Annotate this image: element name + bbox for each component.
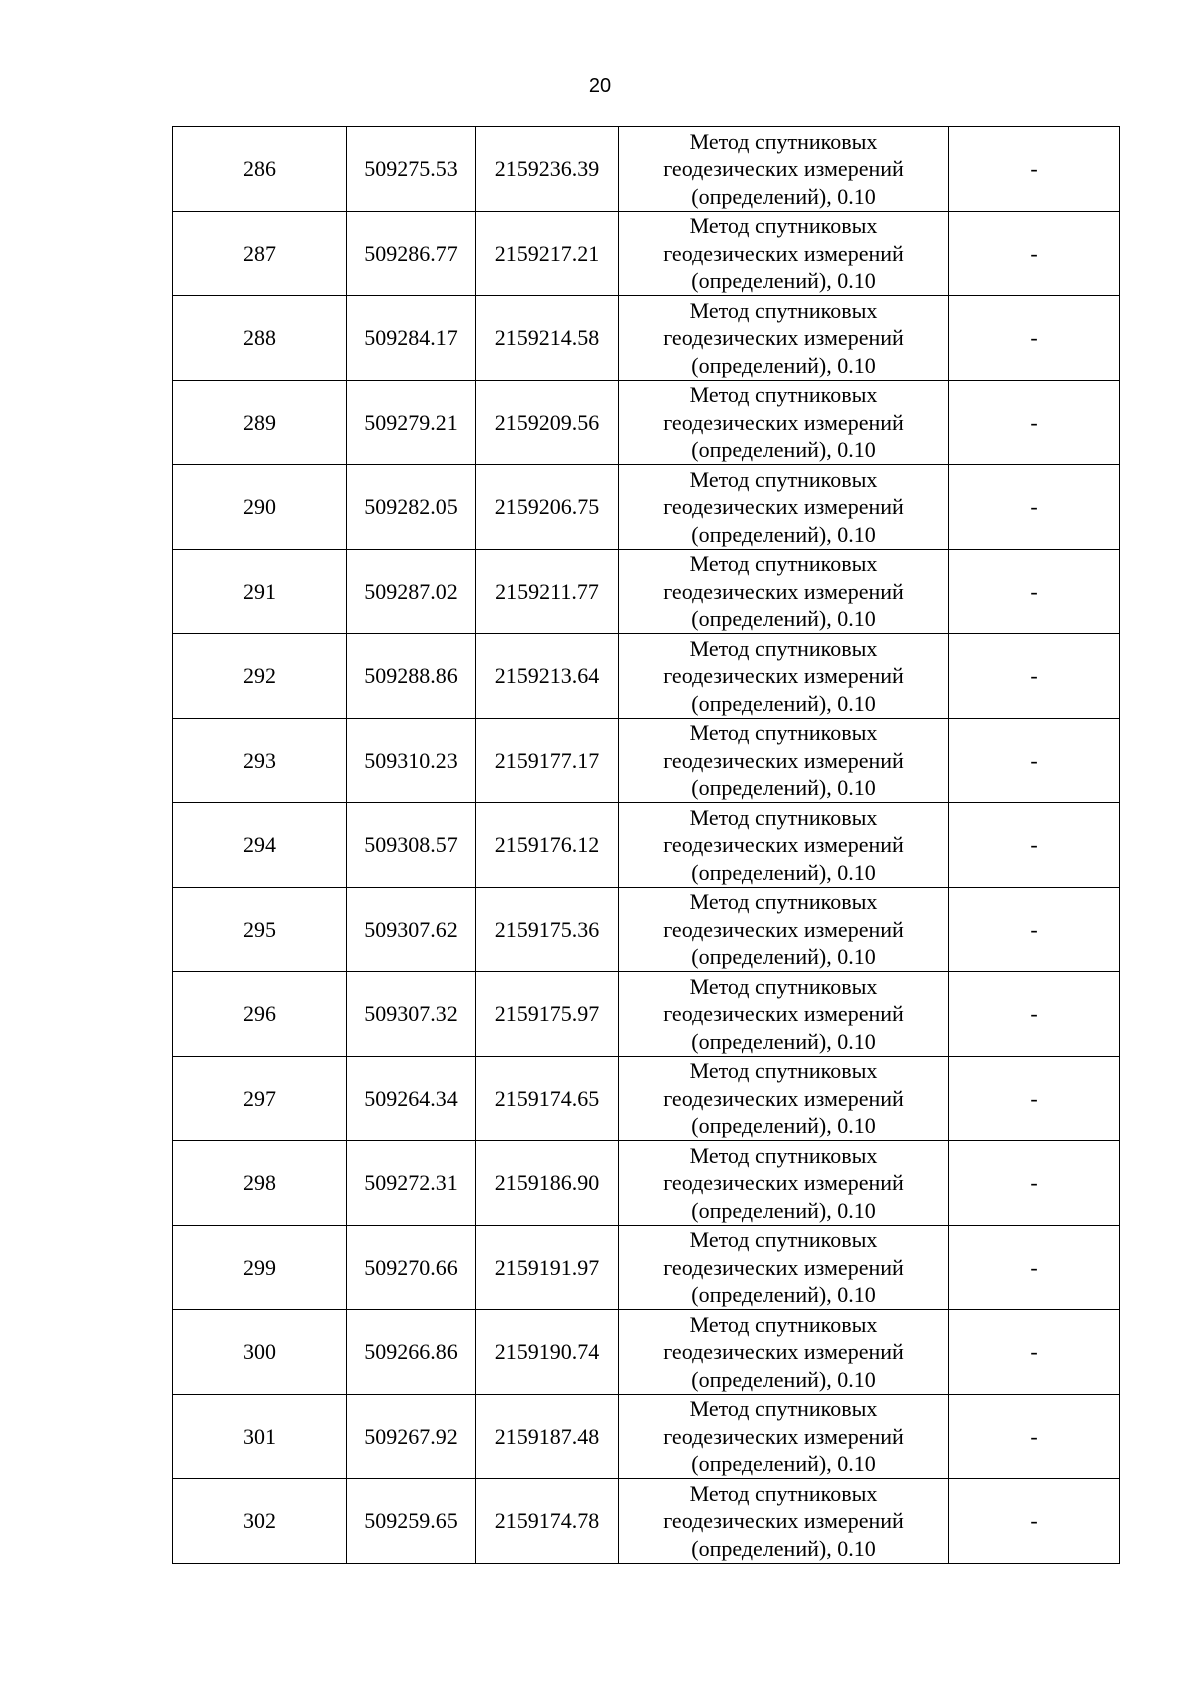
method-line-3: (определений), 0.10 — [691, 521, 876, 547]
note-value: - — [1030, 409, 1038, 435]
note-value: - — [1030, 240, 1038, 266]
y-coordinate: 2159209.56 — [494, 409, 600, 435]
point-number-cell — [173, 718, 347, 803]
y-coordinate: 2159187.48 — [494, 1423, 600, 1449]
page-number: 20 — [588, 75, 612, 97]
method-line-1: Метод спутниковых — [689, 297, 878, 323]
table-row — [173, 1225, 1120, 1310]
method-line-3: (определений), 0.10 — [691, 1113, 876, 1138]
note-cell — [949, 972, 1120, 1057]
point-number: 294 — [243, 832, 276, 857]
x-coordinate-cell — [347, 380, 476, 465]
point-number: 288 — [243, 325, 276, 350]
point-number: 289 — [243, 409, 276, 435]
y-coordinate: 2159174.65 — [494, 1085, 600, 1111]
note-value: - — [1030, 1508, 1038, 1533]
y-coordinate-cell — [476, 127, 619, 212]
coordinates-table — [172, 126, 1120, 1564]
point-number-cell — [173, 211, 347, 296]
table-row — [173, 972, 1120, 1057]
y-coordinate: 2159190.74 — [494, 1339, 600, 1364]
method-line-1: Метод спутниковых — [689, 1058, 878, 1083]
method-line-1: Метод спутниковых — [689, 128, 878, 154]
method-cell — [619, 1394, 949, 1479]
point-number: 297 — [243, 1085, 276, 1111]
table-row — [173, 465, 1120, 550]
y-coordinate-cell — [476, 211, 619, 296]
method-line-3: (определений), 0.10 — [691, 859, 876, 885]
point-number: 301 — [243, 1423, 276, 1449]
note-cell — [949, 1141, 1120, 1226]
y-coordinate-cell — [476, 465, 619, 550]
x-coordinate-cell — [347, 127, 476, 212]
table-row — [173, 211, 1120, 296]
note-cell — [949, 1479, 1120, 1564]
method-line-3: (определений), 0.10 — [691, 1535, 876, 1561]
method-line-1: Метод спутниковых — [689, 720, 878, 745]
note-value: - — [1030, 156, 1038, 181]
table-row — [173, 887, 1120, 972]
method-cell — [619, 972, 949, 1057]
table-row — [173, 127, 1120, 212]
point-number: 296 — [243, 1001, 276, 1026]
method-line-3: (определений), 0.10 — [691, 606, 876, 631]
point-number-cell — [173, 887, 347, 972]
y-coordinate: 2159177.17 — [494, 747, 600, 773]
x-coordinate-cell — [347, 1310, 476, 1395]
point-number-cell — [173, 465, 347, 550]
point-number: 292 — [243, 663, 276, 688]
y-coordinate-cell — [476, 296, 619, 381]
x-coordinate-cell — [347, 718, 476, 803]
method-line-3: (определений), 0.10 — [691, 183, 876, 209]
note-value: - — [1030, 494, 1038, 519]
y-coordinate: 2159175.97 — [494, 1001, 600, 1026]
note-value: - — [1030, 1170, 1038, 1195]
point-number-cell — [173, 1394, 347, 1479]
method-cell — [619, 1479, 949, 1564]
table-row — [173, 1141, 1120, 1226]
method-cell — [619, 296, 949, 381]
y-coordinate-cell — [476, 803, 619, 888]
note-value: - — [1030, 1339, 1038, 1364]
method-line-3: (определений), 0.10 — [691, 437, 876, 462]
x-coordinate: 509287.02 — [364, 578, 458, 604]
note-value: - — [1030, 1254, 1038, 1280]
x-coordinate-cell — [347, 634, 476, 719]
point-number-cell — [173, 1056, 347, 1141]
method-line-3: (определений), 0.10 — [691, 1451, 876, 1476]
x-coordinate: 509266.86 — [364, 1339, 458, 1364]
method-line-3: (определений), 0.10 — [691, 1282, 876, 1307]
method-cell — [619, 718, 949, 803]
method-line-3: (определений), 0.10 — [691, 944, 876, 969]
y-coordinate: 2159176.12 — [494, 832, 600, 857]
y-coordinate: 2159213.64 — [494, 663, 600, 688]
table-row — [173, 1394, 1120, 1479]
y-coordinate-cell — [476, 380, 619, 465]
note-cell — [949, 296, 1120, 381]
y-coordinate: 2159186.90 — [494, 1170, 600, 1195]
method-line-3: (определений), 0.10 — [691, 352, 876, 378]
note-cell — [949, 1310, 1120, 1395]
x-coordinate: 509284.17 — [364, 325, 458, 350]
y-coordinate: 2159214.58 — [494, 325, 600, 350]
method-line-1: Метод спутниковых — [689, 1311, 878, 1337]
y-coordinate: 2159217.21 — [494, 240, 600, 266]
method-line-3: (определений), 0.10 — [691, 775, 876, 800]
x-coordinate-cell — [347, 1056, 476, 1141]
x-coordinate: 509307.32 — [364, 1001, 458, 1026]
method-cell — [619, 1310, 949, 1395]
coordinates-table-body — [173, 127, 1120, 1564]
point-number-cell — [173, 1479, 347, 1564]
y-coordinate: 2159174.78 — [494, 1508, 600, 1533]
y-coordinate: 2159206.75 — [494, 494, 600, 519]
note-value: - — [1030, 325, 1038, 350]
note-cell — [949, 127, 1120, 212]
x-coordinate-cell — [347, 1479, 476, 1564]
method-line-1: Метод спутниковых — [689, 466, 878, 492]
point-number: 300 — [243, 1339, 276, 1364]
note-cell — [949, 465, 1120, 550]
note-cell — [949, 634, 1120, 719]
x-coordinate: 509264.34 — [364, 1085, 458, 1111]
x-coordinate-cell — [347, 1225, 476, 1310]
method-cell — [619, 1225, 949, 1310]
y-coordinate-cell — [476, 718, 619, 803]
point-number-cell — [173, 634, 347, 719]
method-cell — [619, 549, 949, 634]
method-line-2: геодезических измерений — [663, 494, 904, 519]
method-line-1: Метод спутниковых — [689, 1227, 878, 1252]
table-row — [173, 380, 1120, 465]
table-row — [173, 296, 1120, 381]
x-coordinate: 509282.05 — [364, 494, 458, 519]
y-coordinate-cell — [476, 1225, 619, 1310]
method-line-2: геодезических измерений — [663, 1339, 904, 1364]
note-cell — [949, 211, 1120, 296]
table-row — [173, 1479, 1120, 1564]
note-value: - — [1030, 1423, 1038, 1449]
note-value: - — [1030, 916, 1038, 942]
method-line-2: геодезических измерений — [663, 1170, 904, 1195]
note-value: - — [1030, 663, 1038, 688]
method-cell — [619, 1056, 949, 1141]
x-coordinate: 509259.65 — [364, 1508, 458, 1533]
table-row — [173, 803, 1120, 888]
method-line-1: Метод спутниковых — [689, 973, 878, 999]
y-coordinate-cell — [476, 1141, 619, 1226]
note-value: - — [1030, 747, 1038, 773]
point-number: 290 — [243, 494, 276, 519]
method-line-2: геодезических измерений — [663, 832, 904, 857]
method-line-3: (определений), 0.10 — [691, 1028, 876, 1054]
method-line-2: геодезических измерений — [663, 1254, 904, 1280]
method-line-2: геодезических измерений — [663, 578, 904, 604]
note-cell — [949, 887, 1120, 972]
point-number: 286 — [243, 156, 276, 181]
x-coordinate-cell — [347, 549, 476, 634]
note-value: - — [1030, 578, 1038, 604]
method-line-1: Метод спутниковых — [689, 1142, 878, 1168]
method-cell — [619, 211, 949, 296]
x-coordinate: 509286.77 — [364, 240, 458, 266]
x-coordinate: 509272.31 — [364, 1170, 458, 1195]
note-cell — [949, 1225, 1120, 1310]
method-line-1: Метод спутниковых — [689, 804, 878, 830]
x-coordinate: 509308.57 — [364, 832, 458, 857]
point-number: 287 — [243, 240, 276, 266]
x-coordinate-cell — [347, 887, 476, 972]
point-number: 299 — [243, 1254, 276, 1280]
method-line-2: геодезических измерений — [663, 663, 904, 688]
note-cell — [949, 549, 1120, 634]
method-cell — [619, 887, 949, 972]
x-coordinate: 509275.53 — [364, 156, 458, 181]
method-line-2: геодезических измерений — [663, 1001, 904, 1026]
method-line-2: геодезических измерений — [663, 156, 904, 181]
x-coordinate: 509267.92 — [364, 1423, 458, 1449]
table-row — [173, 1310, 1120, 1395]
x-coordinate: 509279.21 — [364, 409, 458, 435]
x-coordinate: 509288.86 — [364, 663, 458, 688]
y-coordinate-cell — [476, 1479, 619, 1564]
y-coordinate-cell — [476, 634, 619, 719]
method-line-3: (определений), 0.10 — [691, 690, 876, 716]
method-line-3: (определений), 0.10 — [691, 1366, 876, 1392]
x-coordinate: 509307.62 — [364, 916, 458, 942]
note-cell — [949, 1394, 1120, 1479]
y-coordinate: 2159236.39 — [494, 156, 600, 181]
point-number-cell — [173, 296, 347, 381]
method-line-1: Метод спутниковых — [689, 1480, 878, 1506]
note-cell — [949, 1056, 1120, 1141]
point-number: 291 — [243, 578, 276, 604]
method-line-1: Метод спутниковых — [689, 635, 878, 661]
method-line-2: геодезических измерений — [663, 747, 904, 773]
point-number-cell — [173, 380, 347, 465]
method-cell — [619, 380, 949, 465]
method-cell — [619, 127, 949, 212]
method-line-2: геодезических измерений — [663, 240, 904, 266]
x-coordinate: 509270.66 — [364, 1254, 458, 1280]
method-line-2: геодезических измерений — [663, 1508, 904, 1533]
note-value: - — [1030, 1001, 1038, 1026]
method-line-2: геодезических измерений — [663, 1085, 904, 1111]
y-coordinate-cell — [476, 549, 619, 634]
point-number-cell — [173, 803, 347, 888]
table-row — [173, 1056, 1120, 1141]
method-cell — [619, 634, 949, 719]
point-number: 298 — [243, 1170, 276, 1195]
y-coordinate-cell — [476, 887, 619, 972]
x-coordinate-cell — [347, 465, 476, 550]
method-cell — [619, 465, 949, 550]
method-cell — [619, 1141, 949, 1226]
method-line-2: геодезических измерений — [663, 1423, 904, 1449]
table-row — [173, 549, 1120, 634]
note-value: - — [1030, 832, 1038, 857]
table-row — [173, 634, 1120, 719]
x-coordinate-cell — [347, 1141, 476, 1226]
method-line-2: геодезических измерений — [663, 409, 904, 435]
point-number-cell — [173, 1141, 347, 1226]
note-value: - — [1030, 1085, 1038, 1111]
point-number-cell — [173, 549, 347, 634]
table-row — [173, 718, 1120, 803]
y-coordinate: 2159175.36 — [494, 916, 600, 942]
point-number: 293 — [243, 747, 276, 773]
x-coordinate-cell — [347, 296, 476, 381]
method-line-2: геодезических измерений — [663, 916, 904, 942]
method-line-3: (определений), 0.10 — [691, 268, 876, 293]
method-line-1: Метод спутниковых — [689, 382, 878, 407]
point-number-cell — [173, 127, 347, 212]
method-line-1: Метод спутниковых — [689, 1396, 878, 1421]
method-line-2: геодезических измерений — [663, 325, 904, 350]
method-line-3: (определений), 0.10 — [691, 1197, 876, 1223]
note-cell — [949, 718, 1120, 803]
point-number: 295 — [243, 916, 276, 942]
y-coordinate-cell — [476, 1056, 619, 1141]
point-number-cell — [173, 972, 347, 1057]
point-number-cell — [173, 1225, 347, 1310]
method-cell — [619, 803, 949, 888]
y-coordinate-cell — [476, 972, 619, 1057]
note-cell — [949, 803, 1120, 888]
y-coordinate-cell — [476, 1394, 619, 1479]
point-number-cell — [173, 1310, 347, 1395]
method-line-1: Метод спутниковых — [689, 213, 878, 238]
y-coordinate-cell — [476, 1310, 619, 1395]
x-coordinate-cell — [347, 972, 476, 1057]
x-coordinate-cell — [347, 211, 476, 296]
x-coordinate-cell — [347, 803, 476, 888]
note-cell — [949, 380, 1120, 465]
y-coordinate: 2159191.97 — [494, 1254, 600, 1280]
x-coordinate: 509310.23 — [364, 747, 458, 773]
x-coordinate-cell — [347, 1394, 476, 1479]
y-coordinate: 2159211.77 — [495, 578, 599, 604]
point-number: 302 — [243, 1508, 276, 1533]
method-line-1: Метод спутниковых — [689, 889, 878, 914]
method-line-1: Метод спутниковых — [689, 551, 878, 576]
